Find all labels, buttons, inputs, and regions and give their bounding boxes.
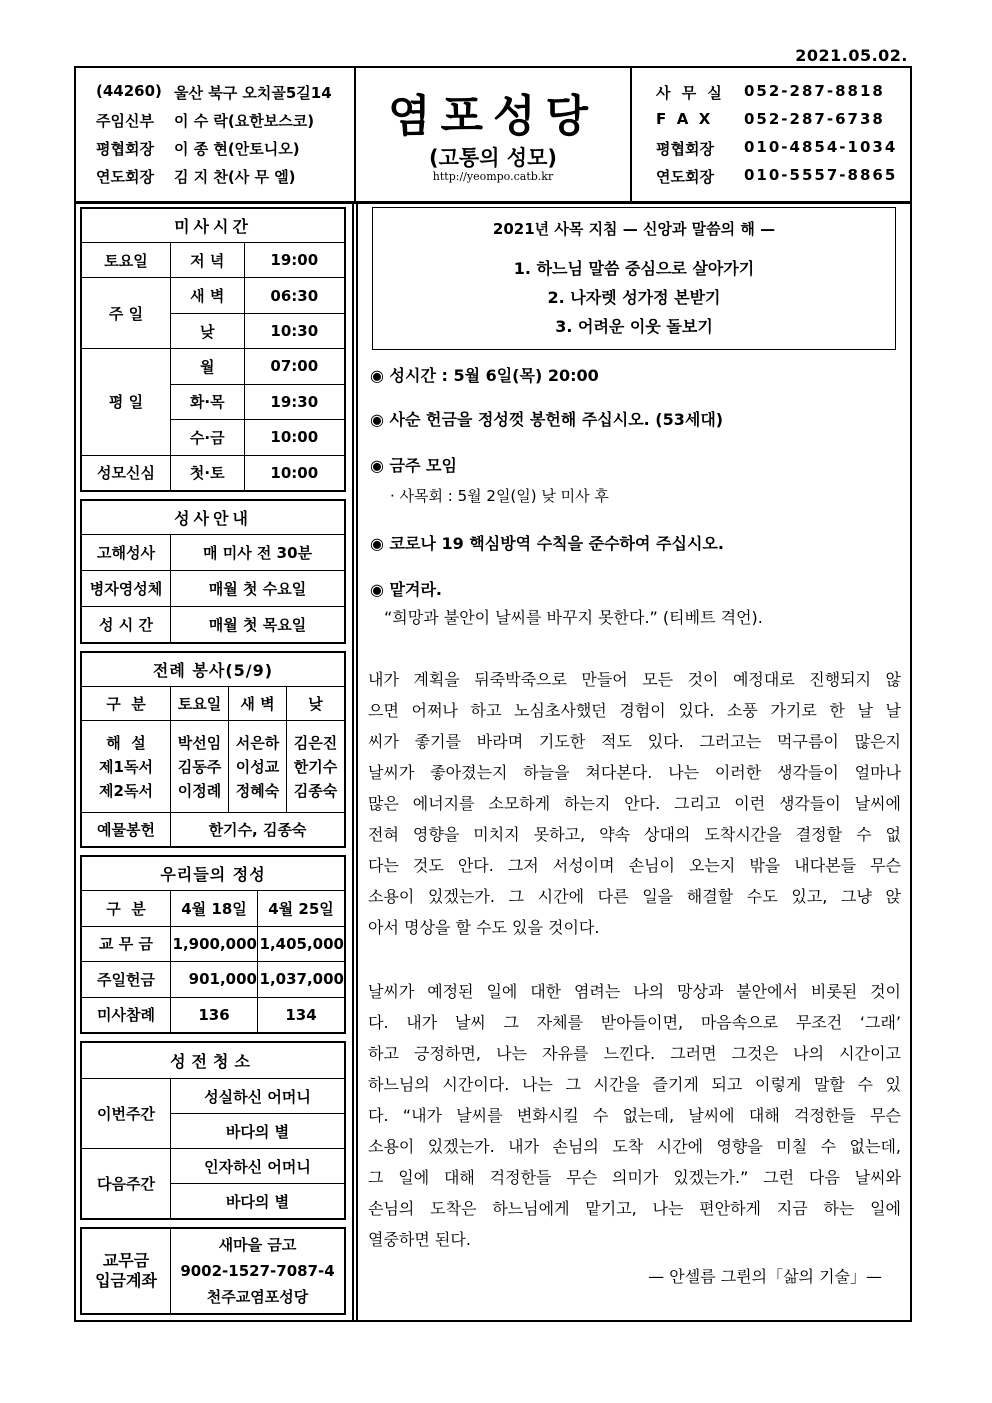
essay-line: 씨가 좋기를 바라며 기도한 적도 있다. 그러고는 먹구름이 많은지 <box>368 732 901 751</box>
col-head: 4월 18일 <box>171 891 258 927</box>
yeondo-name: 김 지 찬(사 무 엘) <box>174 168 296 186</box>
server: 서은하 <box>235 733 280 752</box>
slot: 첫·토 <box>171 455 245 490</box>
essay-line: 내가 계획을 뒤죽박죽으로 만들어 모든 것이 예정대로 진행되지 않 <box>368 670 901 689</box>
yeondo-phone-label: 연도회장 <box>656 168 714 186</box>
liturgy-title: 전례 봉사(5/9) <box>82 653 345 687</box>
essay-line: 하고 긍정하면, 나는 자유를 느낀다. 그러면 그것은 나의 시간이고 <box>368 1044 901 1063</box>
time: 10:00 <box>244 420 344 455</box>
essay-line: 열중하면 된다. <box>368 1230 471 1249</box>
sacrament-label: 병자영성체 <box>82 571 171 607</box>
server: 이성교 <box>235 757 280 776</box>
time: 10:00 <box>244 455 344 490</box>
next-week-label: 다음주간 <box>82 1149 171 1219</box>
time: 10:30 <box>244 313 344 348</box>
slot: 월 <box>171 349 245 384</box>
council-phone-label: 평협회장 <box>656 140 714 158</box>
sacrament-box <box>80 499 346 644</box>
essay-line: 으면 어쩌나 하고 노심초사했던 경험이 있다. 소풍 가기로 한 날 날 <box>368 701 901 720</box>
account-number: 9002-1527-7087-4 <box>180 1262 335 1280</box>
amount: 134 <box>258 997 345 1033</box>
day-marian: 성모신심 <box>82 455 171 490</box>
notice-holy-hour: ◉ 성시간 : 5월 6일(목) 20:00 <box>370 366 599 385</box>
col-head: 새 벽 <box>229 687 287 721</box>
notice-entrust: ◉ 맡겨라. <box>370 580 442 599</box>
fax-number: 052-287-6738 <box>744 110 885 128</box>
sacrament-title: 성사안내 <box>82 501 345 535</box>
masthead <box>74 66 912 203</box>
server: 박선임 <box>177 733 222 752</box>
server: 김은진 <box>293 733 338 752</box>
server: 정혜숙 <box>235 781 280 800</box>
quote: “희망과 불안이 날씨를 바꾸지 못한다.” (티베트 격언). <box>384 608 763 627</box>
parish-subtitle: (고통의 성모) <box>429 146 557 170</box>
essay-source: — 안셀름 그륀의「삶의 기술」— <box>648 1267 882 1286</box>
essay-line: 아서 명상을 할 수도 있을 것이다. <box>368 918 600 937</box>
essay-line: 다. 내가 날씨 그 자체를 받아들이면, 마음속으로 무조건 ‘그래’ <box>368 1013 901 1032</box>
pastor-name: 이 수 락(요한보스코) <box>174 112 315 130</box>
cleaning-group: 바다의 별 <box>171 1184 345 1219</box>
role: 제2독서 <box>99 781 153 800</box>
liturgy-box <box>80 651 346 848</box>
parish-url[interactable]: http://yeompo.catb.kr <box>432 170 554 183</box>
essay-line: 날씨가 좋아졌는지 하늘을 쳐다본다. 나는 이러한 생각들이 얼마나 <box>368 763 901 782</box>
essay-line: 전혀 영향을 미치지 못하고, 약속 상대의 도착시간을 결정할 수 없 <box>368 825 901 844</box>
time: 06:30 <box>244 278 344 313</box>
postal-code: (44260) <box>96 82 162 100</box>
notice-covid: ◉ 코로나 19 핵심방역 수칙을 준수하여 주십시오. <box>370 534 724 553</box>
directive-item: 2. 나자렛 성가정 본받기 <box>547 288 721 307</box>
donation-title: 우리들의 정성 <box>82 857 345 891</box>
essay-line: 하느님의 시간이다. 나는 그 시간을 즐기게 되고 이렇게 말할 수 있 <box>368 1075 901 1094</box>
essay-line: 소용이 있겠는가. 내가 손님의 도착 시간에 영향을 미칠 수 없는데, <box>368 1137 901 1156</box>
essay-line: 날씨가 예정된 일에 대한 염려는 나의 망상과 불안에서 비롯된 것이 <box>368 982 901 1001</box>
office-label: 사 무 실 <box>656 84 725 102</box>
essay-line: 소용이 있겠는가. 그 시간에 다른 일을 해결할 수도 있고, 그냥 앉 <box>368 887 901 906</box>
donation-label: 교 무 금 <box>82 926 171 962</box>
council-label: 평협회장 <box>96 140 154 158</box>
time: 19:30 <box>244 384 344 419</box>
account-label: 입금계좌 <box>95 1271 157 1290</box>
slot: 화·목 <box>171 384 245 419</box>
issue-date: 2021.05.02. <box>795 46 908 65</box>
this-week-label: 이번주간 <box>82 1079 171 1149</box>
yeondo-label: 연도회장 <box>96 168 154 186</box>
amount: 1,037,000 <box>258 962 345 998</box>
essay-line: 다. “내가 날씨를 변화시킬 수 없는데, 날씨에 대해 걱정한들 무슨 <box>368 1106 901 1125</box>
offering-label: 예물봉헌 <box>82 813 171 847</box>
sacrament-label: 고해성사 <box>82 535 171 571</box>
council-name: 이 종 현(안토니오) <box>174 140 300 158</box>
essay-paragraph-1 <box>368 664 901 943</box>
essay-line: 그 일에 대해 걱정한들 무슨 의미가 있겠는가.” 그런 다음 날씨와 <box>368 1168 901 1187</box>
cleaning-group: 바다의 별 <box>171 1114 345 1149</box>
sacrament-value: 매월 첫 수요일 <box>171 571 345 607</box>
essay-line: 손님의 도착은 하느님에게 맡기고, 나는 편안하게 지금 하는 일에 <box>368 1199 901 1218</box>
day-weekday: 평 일 <box>82 349 171 455</box>
role: 해 설 <box>106 733 146 752</box>
sacrament-value: 매 미사 전 30분 <box>171 535 345 571</box>
cleaning-group: 인자하신 어머니 <box>171 1149 345 1184</box>
day-saturday: 토요일 <box>82 243 171 278</box>
amount: 136 <box>171 997 258 1033</box>
essay-paragraph-2 <box>368 976 901 1255</box>
fax-label: F A X <box>656 110 711 128</box>
directive-item: 3. 어려운 이웃 돌보기 <box>555 317 713 336</box>
bank-name: 새마을 금고 <box>218 1236 297 1254</box>
council-phone: 010-4854-1034 <box>744 138 898 156</box>
slot: 낮 <box>171 313 245 348</box>
col-head: 4월 25일 <box>258 891 345 927</box>
time: 07:00 <box>244 349 344 384</box>
donation-label: 주일헌금 <box>82 962 171 998</box>
account-label: 교무금 <box>102 1251 150 1270</box>
time: 19:00 <box>244 243 344 278</box>
cleaning-box <box>80 1041 346 1220</box>
address: 울산 북구 오치골5길14 <box>174 84 332 102</box>
account-box <box>80 1227 346 1315</box>
notice-meeting: ◉ 금주 모임 <box>370 456 457 475</box>
amount: 1,405,000 <box>258 926 345 962</box>
essay-line: 다는 것도 안다. 그저 서성이며 손님이 오는지 밖을 내다본들 무슨 <box>368 856 901 875</box>
mass-times-title: 미사시간 <box>82 209 345 243</box>
server: 이정례 <box>177 781 222 800</box>
donation-label: 미사참례 <box>82 997 171 1033</box>
amount: 1,900,000 <box>171 926 258 962</box>
col-head: 토요일 <box>171 687 229 721</box>
sacrament-label: 성 시 간 <box>82 607 171 643</box>
mass-times-box <box>80 207 346 492</box>
slot: 새 벽 <box>171 278 245 313</box>
server: 김종숙 <box>293 781 338 800</box>
cleaning-title: 성전청소 <box>82 1043 345 1079</box>
yeondo-phone: 010-5557-8865 <box>744 166 898 184</box>
essay-line: 많은 에너지를 소모하게 하는지 안다. 그리고 이런 생각들이 날씨에 <box>368 794 901 813</box>
amount: 901,000 <box>171 962 258 998</box>
donation-box <box>80 855 346 1034</box>
offering-value: 한기수, 김종숙 <box>171 813 345 847</box>
pastor-label: 주임신부 <box>96 112 154 130</box>
directive-item: 1. 하느님 말씀 중심으로 살아가기 <box>513 259 755 278</box>
slot: 저 녁 <box>171 243 245 278</box>
directive-title: 2021년 사목 지침 — 신앙과 말씀의 해 — <box>492 220 776 238</box>
server: 김동주 <box>177 757 222 776</box>
notice-meeting-detail: · 사목회 : 5월 2일(일) 낮 미사 후 <box>390 487 609 505</box>
sacrament-value: 매월 첫 목요일 <box>171 607 345 643</box>
role: 제1독서 <box>99 757 153 776</box>
col-head: 구 분 <box>82 687 171 721</box>
col-head: 낮 <box>287 687 345 721</box>
directive-box <box>372 207 896 350</box>
col-head: 구 분 <box>82 891 171 927</box>
cleaning-group: 성실하신 어머니 <box>171 1079 345 1114</box>
server: 한기수 <box>293 757 338 776</box>
parish-title: 염포성당 <box>387 91 598 142</box>
notice-lent-offering: ◉ 사순 헌금을 정성껏 봉헌해 주십시오. (53세대) <box>370 410 724 429</box>
account-holder: 천주교염포성당 <box>206 1288 309 1306</box>
office-phone: 052-287-8818 <box>744 82 885 100</box>
slot: 수·금 <box>171 420 245 455</box>
day-sunday: 주 일 <box>82 278 171 349</box>
